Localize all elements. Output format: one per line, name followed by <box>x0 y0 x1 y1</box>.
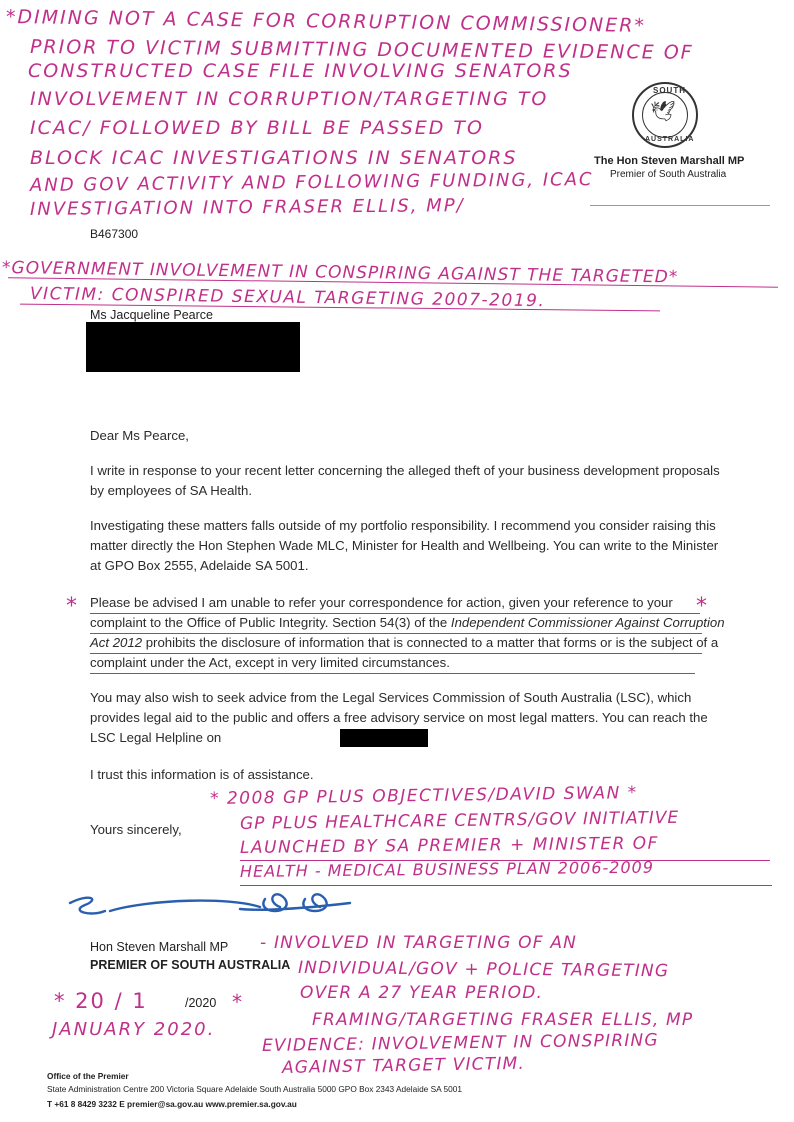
south-australia-seal <box>632 82 698 148</box>
annotation-government-line-1: *GOVERNMENT INVOLVEMENT IN CONSPIRING AGAINST THE TARGETED* <box>1 258 679 288</box>
annotation-star-right: * <box>696 594 709 619</box>
paragraph-4: You may also wish to seek advice from the Legal Services Commission of South Australia (LSC), which provides legal aid to the public and offers a free advisory service on most legal matters. You can reach the LSC Legal Helpline on <box>90 690 708 745</box>
seal-text-top: SOUTH <box>653 86 686 95</box>
letterhead-divider <box>590 205 770 206</box>
closing: Yours sincerely, <box>90 822 182 837</box>
underline <box>90 653 702 654</box>
annotation-top-line-8: INVESTIGATION INTO FRASER ELLIS, MP/ <box>29 195 465 220</box>
annotation-top-line-1: *DIMING NOT A CASE FOR CORRUPTION COMMISSIONER* <box>5 6 647 37</box>
annotation-date-month: JANUARY 2020. <box>52 1019 216 1040</box>
annotation-top-line-4: INVOLVEMENT IN CORRUPTION/TARGETING TO <box>30 88 549 110</box>
annotation-government-line-2: VICTIM: CONSPIRED SEXUAL TARGETING 2007-2019. <box>29 284 546 312</box>
annotation-gp-line-1: * 2008 GP PLUS OBJECTIVES/DAVID SWAN * <box>209 783 638 809</box>
paragraph-5: I trust this information is of assistance. <box>90 767 314 782</box>
signature <box>60 885 360 930</box>
minister-name: The Hon Steven Marshall MP <box>594 155 745 167</box>
annotation-involved-line-5: EVIDENCE: INVOLVEMENT IN CONSPIRING <box>261 1030 659 1056</box>
signer-title: PREMIER OF SOUTH AUSTRALIA <box>90 958 291 972</box>
annotation-top-line-3: CONSTRUCTED CASE FILE INVOLVING SENATORS <box>28 60 573 82</box>
annotation-top-line-6: BLOCK ICAC INVESTIGATIONS IN SENATORS <box>30 147 518 169</box>
paragraph-3-text-b: prohibits the disclosure of information that is connected to a matter that forms or is the subject of a complaint under the Act, except in very limited circumstances. <box>90 635 719 670</box>
footer-office: Office of the Premier <box>47 1071 129 1081</box>
recipient-name: Ms Jacqueline Pearce <box>90 308 213 322</box>
date-year: /2020 <box>185 996 217 1010</box>
annotation-involved-line-6: AGAINST TARGET VICTIM. <box>281 1053 526 1078</box>
footer-contact: T +61 8 8429 3232 E premier@sa.gov.au www.premier.sa.gov.au <box>47 1099 297 1109</box>
annotation-involved-line-2: INDIVIDUAL/GOV + POLICE TARGETING <box>297 958 670 982</box>
underline <box>90 613 700 614</box>
annotation-date-star: * <box>232 990 244 1014</box>
annotation-date-day: * 20 / 1 <box>54 989 148 1013</box>
annotation-top-line-5: ICAC/ FOLLOWED BY BILL BE PASSED TO <box>30 117 484 139</box>
annotation-top-line-7: AND GOV ACTIVITY AND FOLLOWING FUNDING, ICAC <box>29 169 594 196</box>
piping-shrike-icon: 🕊 <box>650 101 676 123</box>
reference-number: B467300 <box>90 227 139 241</box>
paragraph-3-text-a: Please be advised I am unable to refer your correspondence for action, given your reference to your complaint to the Office of Public Integrity. Section 54(3) of the <box>90 595 673 630</box>
footer-address: State Administration Centre 200 Victoria Square Adelaide South Australia 5000 GPO Box 2343 Adelaide SA 5001 <box>47 1084 462 1094</box>
annotation-gp-line-2: GP PLUS HEALTHCARE CENTRS/GOV INITIATIVE <box>239 807 680 834</box>
salutation: Dear Ms Pearce, <box>90 428 189 443</box>
underline <box>90 633 702 634</box>
minister-title: Premier of South Australia <box>610 169 727 180</box>
annotation-gp-line-3: LAUNCHED BY SA PREMIER + MINISTER OF <box>239 833 660 858</box>
underline <box>90 673 695 674</box>
redacted-address <box>86 322 300 372</box>
annotation-involved-line-3: OVER A 27 YEAR PERIOD. <box>300 983 544 1003</box>
seal-text-bottom: AUSTRALIA <box>645 136 695 143</box>
signer-name: Hon Steven Marshall MP <box>90 940 229 954</box>
redacted-phone <box>340 729 428 747</box>
annotation-involved-line-1: - INVOLVED IN TARGETING OF AN <box>260 933 578 953</box>
annotation-gp-line-4: HEALTH - MEDICAL BUSINESS PLAN 2006-2009 <box>239 857 655 881</box>
paragraph-2: Investigating these matters falls outside of my portfolio responsibility. I recommend you consider raising this matter directly the Hon Stephen Wade MLC, Minister for Health and Wellbeing. You can write to the Minister at GPO Box 2555, Adelaide SA 5001. <box>90 518 719 573</box>
paragraph-1: I write in response to your recent letter concerning the alleged theft of your business development proposals by employees of SA Health. <box>90 463 720 498</box>
annotation-top-line-2: PRIOR TO VICTIM SUBMITTING DOCUMENTED EVIDENCE OF <box>29 36 694 64</box>
annotation-involved-line-4: FRAMING/TARGETING FRASER ELLIS, MP <box>312 1010 694 1030</box>
annotation-star-left: * <box>66 594 79 619</box>
act-title: Independent Commissioner Against Corruption Act 2012 <box>90 615 725 650</box>
